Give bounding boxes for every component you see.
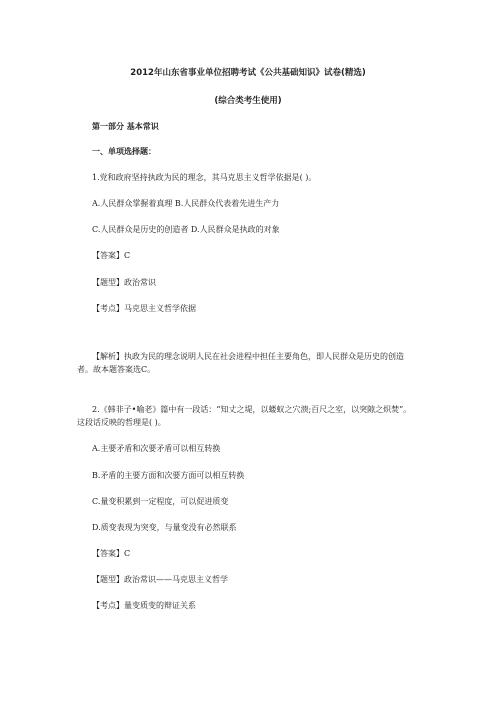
- section-heading: 一、单项选择题：: [92, 147, 156, 156]
- part-heading: 第一部分 基本常识: [92, 122, 159, 131]
- question-2-option-a: A.主要矛盾和次要矛盾可以相互转换: [92, 444, 221, 453]
- question-2-stem: 2.《韩非子•喻老》篇中有一段话：“知丈之堤，以蝼蚁之穴溃;百尺之室，以突隙之炽焚”。这段话反映的哲理是( )。: [77, 405, 412, 427]
- question-1-options-cd: C.人民群众是历史的创造者 D.人民群众是执政的对象: [92, 225, 280, 234]
- question-2-answer: 【答案】C: [92, 549, 131, 558]
- document-subtitle: (综合类考生使用): [214, 96, 282, 106]
- question-1-type: 【题型】政治常识: [92, 278, 156, 287]
- question-1-options-ab: A.人民群众掌握着真理 B.人民群众代表着先进生产力: [92, 199, 280, 208]
- document-title: 2012年山东省事业单位招聘考试《公共基础知识》试卷(精选): [130, 68, 366, 78]
- question-1-analysis: 【解析】执政为民的理念说明人民在社会进程中担任主要角色，即人民群众是历史的创造者。故本题答案选C。: [77, 352, 404, 374]
- question-2-option-c: C.量变积累到一定程度，可以促进质变: [92, 497, 229, 506]
- question-2-option-b: B.矛盾的主要方面和次要方面可以相互转换: [92, 471, 245, 480]
- question-1-point: 【考点】马克思主义哲学依据: [92, 304, 196, 313]
- question-1-stem: 1.党和政府坚持执政为民的理念，其马克思主义哲学依据是( )。: [92, 173, 317, 182]
- question-2-type: 【题型】政治常识——马克思主义哲学: [92, 575, 228, 584]
- question-2-option-d: D.质变表现为突变，与量变没有必然联系: [92, 523, 237, 532]
- question-1-answer: 【答案】C: [92, 251, 131, 260]
- question-2-point: 【考点】量变质变的辩证关系: [92, 601, 196, 610]
